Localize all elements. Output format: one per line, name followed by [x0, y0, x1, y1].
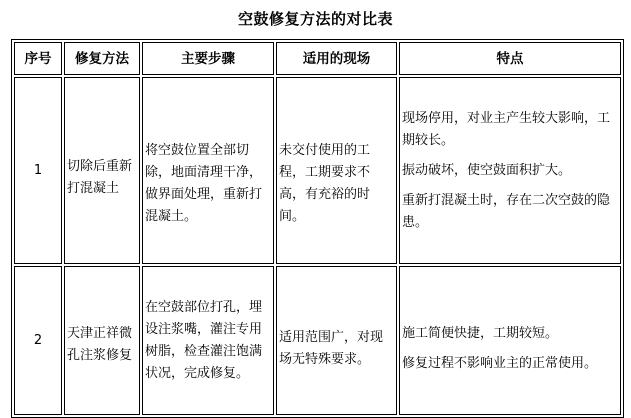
features: [399, 77, 621, 264]
repair-method: 天津正祥微孔注浆修复: [64, 266, 140, 415]
feature-item: 现场停用，对业主产生较大影响，工期较长。: [402, 110, 611, 148]
feature-item: 修复过程不影响业主的正常使用。: [402, 355, 598, 371]
row-number: 1: [14, 77, 62, 264]
feature-item: 重新打混凝土时，存在二次空鼓的隐患。: [402, 192, 611, 230]
main-steps: 在空鼓部位打孔，埋设注浆嘴，灌注专用树脂，检查灌注饱满状况，完成修复。: [142, 266, 274, 415]
header-row: [14, 42, 621, 75]
header-no: 序号: [14, 42, 62, 75]
header-site: 适用的现场: [276, 42, 397, 75]
row-number: 2: [14, 266, 62, 415]
repair-method: 切除后重新打混凝土: [64, 77, 140, 264]
applicable-site: 未交付使用的工程，工期要求不高，有充裕的时间。: [276, 77, 397, 264]
comparison-table: [11, 39, 624, 418]
table-row: [14, 77, 621, 264]
feature-item: 振动破坏，使空鼓面积扩大。: [402, 162, 572, 178]
table-title: 空鼓修复方法的对比表: [237, 10, 393, 28]
header-steps: 主要步骤: [142, 42, 274, 75]
table-row: [14, 266, 621, 415]
header-method: 修复方法: [64, 42, 140, 75]
main-steps: 将空鼓位置全部切除，地面清理干净，做界面处理，重新打混凝土。: [142, 77, 274, 264]
header-features: 特点: [399, 42, 621, 75]
features: [399, 266, 621, 415]
feature-item: 施工简便快捷，工期较短。: [402, 325, 559, 341]
applicable-site: 适用范围广，对现场无特殊要求。: [276, 266, 397, 415]
